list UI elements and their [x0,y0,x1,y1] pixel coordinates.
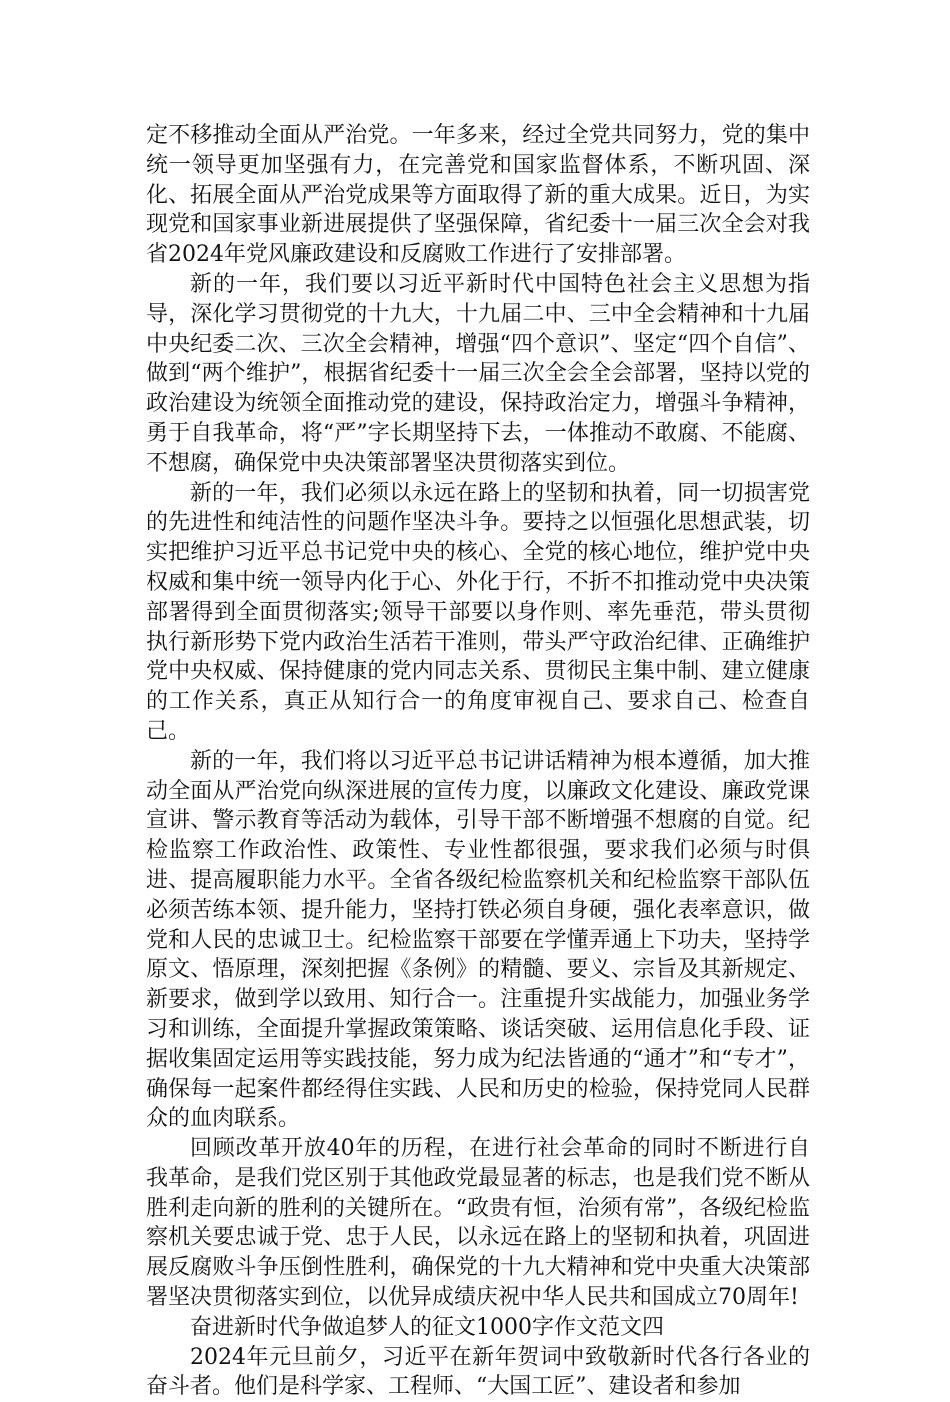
paragraph-continuation: 定不移推动全面从严治党。一年多来，经过全党共同努力，党的集中统一领导更加坚强有力，在完善党和国家监督体系，不断巩固、深化、拓展全面从严治党成果等方面取得了新的重大成果。近日，为实现党和国家事业新进展提供了坚强保障，省纪委十一届三次全会对我省2024年党风廉政建设和反腐败工作进行了安排部署。 [146,123,810,268]
paragraph-new-year-struggle: 新的一年，我们必须以永远在路上的坚韧和执着，同一切损害党的先进性和纯洁性的问题作坚决斗争。要持之以恒强化思想武装，切实把维护习近平总书记党中央的核心、全党的核心地位，维护党中央权威和集中统一领导内化于心、外化于行，不折不扣推动党中央决策部署得到全面贯彻落实;领导干部要以身作则、率先垂范，带头贯彻执行新形势下党内政治生活若干准则，带头严守政治纪律、正确维护党中央权威、保持健康的党内同志关系、贯彻民主集中制、建立健康的工作关系，真正从知行合一的角度审视自己、要求自己、检查自己。 [146,480,810,744]
essay-heading: 奋进新时代争做追梦人的征文1000字作文范文四 [190,1314,664,1340]
paragraph-reform-review: 回顾改革开放40年的历程，在进行社会革命的同时不断进行自我革命，是我们党区别于其他政党最显著的标志，也是我们党不断从胜利走向新的胜利的关键所在。“政贵有恒，治须有常”，各级纪检监察机关要忠诚于党、忠于人民，以永远在路上的坚韧和执着，巩固进展反腐败斗争压倒性胜利，确保党的十九大精神和党中央重大决策部署坚决贯彻落实到位，以优异成绩庆祝中华人民共和国成立70周年! [146,1136,810,1311]
document-body [146,121,810,1402]
paragraph-new-year-guidance: 新的一年，我们要以习近平新时代中国特色社会主义思想为指导，深化学习贯彻党的十九大，十九届二中、三中全会精神和十九届中央纪委二次、三次全会精神，增强“四个意识”、坚定“四个自信”、做到“两个维护”，根据省纪委十一届三次全会全会部署，坚持以党的政治建设为统领全面推动党的建设，保持政治定力，增强斗争精神，勇于自我革命，将“严”字长期坚持下去，一体推动不敢腐、不能腐、不想腐，确保党中央决策部署坚决贯彻落实到位。 [146,271,810,476]
paragraph-new-year-publicity: 新的一年，我们将以习近平总书记讲话精神为根本遵循，加大推动全面从严治党向纵深进展的宣传力度，以廉政文化建设、廉政党课宣讲、警示教育等活动为载体，引导干部不断增强不想腐的自觉。纪检监察工作政治性、政策性、专业性都很强，要求我们必须与时俱进、提高履职能力水平。全省各级纪检监察机关和纪检监察干部队伍必须苦练本领、提升能力，坚持打铁必须自身硬，强化表率意识，做党和人民的忠诚卫士。纪检监察干部要在学懂弄通上下功夫，坚持学原文、悟原理，深刻把握《条例》的精髓、要义、宗旨及其新规定、新要求，做到学以致用、知行合一。注重提升实战能力，加强业务学习和训练，全面提升掌握政策策略、谈话突破、运用信息化手段、证据收集固定运用等实践技能，努力成为纪法皆通的“通才”和“专才”，确保每一起案件都经得住实践、人民和历史的检验，保持党同人民群众的血肉联系。 [146,748,810,1132]
paragraph-essay-start: 2024年元旦前夕，习近平在新年贺词中致敬新时代各行各业的奋斗者。他们是科学家、工程师、“大国工匠”、建设者和参加 [146,1344,810,1400]
